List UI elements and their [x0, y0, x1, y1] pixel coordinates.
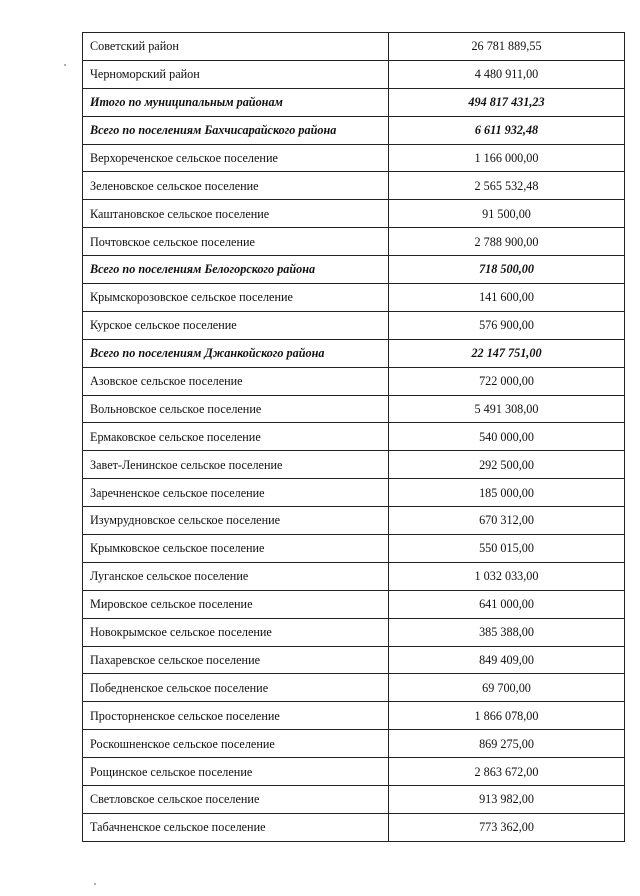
- table-row: [83, 702, 625, 730]
- table-row: [83, 786, 625, 814]
- row-amount: 4 480 911,00: [389, 60, 625, 88]
- table-row: [83, 228, 625, 256]
- scan-speck: [94, 883, 96, 885]
- row-name: Крымковское сельское поселение: [83, 535, 389, 563]
- row-name: Советский район: [83, 33, 389, 61]
- row-amount: 1 866 078,00: [389, 702, 625, 730]
- row-amount: 494 817 431,23: [389, 88, 625, 116]
- row-amount: 540 000,00: [389, 423, 625, 451]
- row-amount: 2 863 672,00: [389, 758, 625, 786]
- row-amount: 26 781 889,55: [389, 33, 625, 61]
- budget-table-body: [83, 33, 625, 842]
- table-row: [83, 60, 625, 88]
- row-amount: 773 362,00: [389, 813, 625, 841]
- table-row: [83, 33, 625, 61]
- row-name: Вольновское сельское поселение: [83, 395, 389, 423]
- scan-speck: [64, 64, 66, 66]
- row-amount: 5 491 308,00: [389, 395, 625, 423]
- row-amount: 670 312,00: [389, 507, 625, 535]
- table-row: [83, 311, 625, 339]
- table-row: [83, 730, 625, 758]
- table-row: [83, 758, 625, 786]
- row-name: Роскошненское сельское поселение: [83, 730, 389, 758]
- table-row: [83, 674, 625, 702]
- table-row: [83, 618, 625, 646]
- row-name: Всего по поселениям Бахчисарайского района: [83, 116, 389, 144]
- row-name: Светловское сельское поселение: [83, 786, 389, 814]
- row-name: Крымскорозовское сельское поселение: [83, 284, 389, 312]
- budget-table: [82, 32, 625, 842]
- row-amount: 185 000,00: [389, 479, 625, 507]
- row-amount: 385 388,00: [389, 618, 625, 646]
- table-row: [83, 367, 625, 395]
- row-name: Победненское сельское поселение: [83, 674, 389, 702]
- row-name: Мировское сельское поселение: [83, 590, 389, 618]
- row-name: Заречненское сельское поселение: [83, 479, 389, 507]
- row-amount: 91 500,00: [389, 200, 625, 228]
- table-row: [83, 590, 625, 618]
- row-amount: 641 000,00: [389, 590, 625, 618]
- row-name: Всего по поселениям Белогорского района: [83, 256, 389, 284]
- row-name: Курское сельское поселение: [83, 311, 389, 339]
- row-name: Просторненское сельское поселение: [83, 702, 389, 730]
- row-name: Пахаревское сельское поселение: [83, 646, 389, 674]
- row-amount: 69 700,00: [389, 674, 625, 702]
- row-name: Азовское сельское поселение: [83, 367, 389, 395]
- table-row: [83, 116, 625, 144]
- row-name: Ермаковское сельское поселение: [83, 423, 389, 451]
- table-row: [83, 339, 625, 367]
- row-amount: 141 600,00: [389, 284, 625, 312]
- table-row: [83, 646, 625, 674]
- row-name: Табачненское сельское поселение: [83, 813, 389, 841]
- row-name: Верхореченское сельское поселение: [83, 144, 389, 172]
- table-row: [83, 172, 625, 200]
- row-amount: 869 275,00: [389, 730, 625, 758]
- row-amount: 292 500,00: [389, 451, 625, 479]
- table-row: [83, 813, 625, 841]
- table-row: [83, 451, 625, 479]
- row-amount: 849 409,00: [389, 646, 625, 674]
- row-amount: 2 788 900,00: [389, 228, 625, 256]
- table-row: [83, 284, 625, 312]
- row-amount: 722 000,00: [389, 367, 625, 395]
- row-amount: 550 015,00: [389, 535, 625, 563]
- row-amount: 22 147 751,00: [389, 339, 625, 367]
- row-name: Изумрудновское сельское поселение: [83, 507, 389, 535]
- table-row: [83, 423, 625, 451]
- table-row: [83, 88, 625, 116]
- table-row: [83, 507, 625, 535]
- row-amount: 913 982,00: [389, 786, 625, 814]
- row-name: Зеленовское сельское поселение: [83, 172, 389, 200]
- table-row: [83, 479, 625, 507]
- row-amount: 2 565 532,48: [389, 172, 625, 200]
- row-amount: 6 611 932,48: [389, 116, 625, 144]
- row-amount: 576 900,00: [389, 311, 625, 339]
- row-name: Рощинское сельское поселение: [83, 758, 389, 786]
- table-row: [83, 535, 625, 563]
- row-name: Новокрымское сельское поселение: [83, 618, 389, 646]
- row-name: Почтовское сельское поселение: [83, 228, 389, 256]
- row-amount: 1 166 000,00: [389, 144, 625, 172]
- row-name: Черноморский район: [83, 60, 389, 88]
- table-row: [83, 256, 625, 284]
- row-name: Всего по поселениям Джанкойского района: [83, 339, 389, 367]
- row-name: Каштановское сельское поселение: [83, 200, 389, 228]
- table-row: [83, 144, 625, 172]
- row-amount: 1 032 033,00: [389, 562, 625, 590]
- table-row: [83, 200, 625, 228]
- row-amount: 718 500,00: [389, 256, 625, 284]
- table-row: [83, 562, 625, 590]
- row-name: Завет-Ленинское сельское поселение: [83, 451, 389, 479]
- table-row: [83, 395, 625, 423]
- row-name: Итого по муниципальным районам: [83, 88, 389, 116]
- row-name: Луганское сельское поселение: [83, 562, 389, 590]
